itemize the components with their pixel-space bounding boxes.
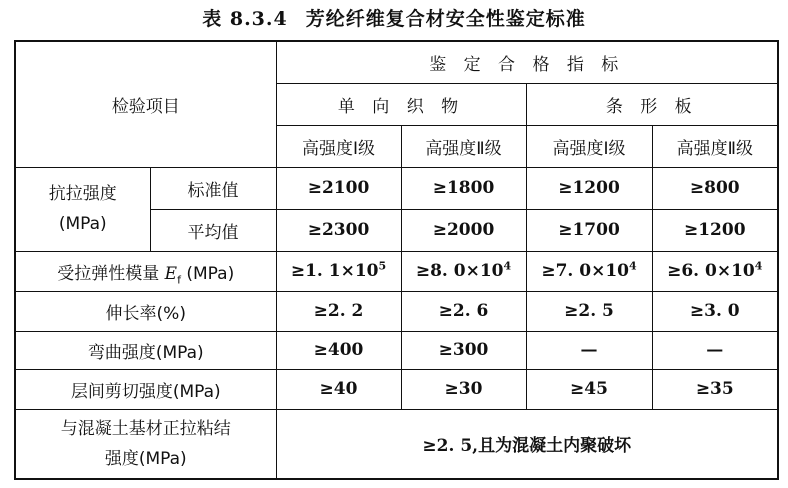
exponent: 4 bbox=[628, 259, 637, 273]
item-header-label: 检验项目 bbox=[111, 96, 180, 117]
value: ≥2. 6 bbox=[438, 301, 489, 321]
value: ≥1200 bbox=[683, 220, 746, 240]
table-title-text: 芳纶纤维复合材安全性鉴定标准 bbox=[305, 8, 586, 30]
table-row-flexural bbox=[15, 331, 778, 369]
value-cell bbox=[401, 291, 526, 331]
tensile-standard-label bbox=[150, 167, 276, 209]
value-cell bbox=[401, 209, 526, 251]
value-cell bbox=[526, 369, 652, 409]
value: ≥2. 5 bbox=[564, 301, 614, 321]
value: ≥30 bbox=[444, 379, 483, 399]
shear-label-cell bbox=[15, 369, 276, 409]
grade-header bbox=[652, 125, 778, 167]
value: ≥1800 bbox=[432, 178, 495, 198]
tensile-label-line1: 抗拉强度 bbox=[48, 184, 117, 204]
subgroup-label: 条 形 板 bbox=[605, 96, 698, 117]
value-cell bbox=[276, 251, 401, 291]
value-cell bbox=[526, 209, 652, 251]
value-cell bbox=[401, 251, 526, 291]
value: ≥2000 bbox=[432, 220, 495, 240]
subgroup-header-fabric bbox=[276, 83, 526, 125]
value: ≥2300 bbox=[307, 220, 370, 240]
subgroup-header-plate bbox=[526, 83, 778, 125]
row-label: 层间剪切强度(MPa) bbox=[70, 381, 221, 402]
sub-label: 标准值 bbox=[187, 180, 239, 201]
value-cell bbox=[526, 331, 652, 369]
bond-label-line2: 强度(MPa) bbox=[104, 448, 187, 469]
value: ≥400 bbox=[313, 340, 364, 360]
value: ≥1700 bbox=[558, 220, 620, 240]
grade-header bbox=[276, 125, 401, 167]
elongation-label-cell bbox=[15, 291, 276, 331]
spec-table bbox=[14, 40, 779, 480]
value-cell bbox=[401, 331, 526, 369]
bond-value-cell bbox=[276, 409, 778, 479]
value-cell bbox=[276, 369, 401, 409]
value-cell bbox=[526, 251, 652, 291]
table-row-elongation bbox=[15, 291, 778, 331]
value: ≥1200 bbox=[558, 178, 620, 198]
value-cell bbox=[276, 291, 401, 331]
value: ≥2. 2 bbox=[313, 301, 364, 321]
value: ≥1. 1×10 bbox=[290, 261, 379, 281]
value-cell bbox=[652, 369, 778, 409]
grade-header bbox=[401, 125, 526, 167]
grade-label: 高强度Ⅱ级 bbox=[425, 138, 502, 159]
exponent: 4 bbox=[503, 259, 512, 273]
value-cell bbox=[401, 369, 526, 409]
tensile-average-label bbox=[150, 209, 276, 251]
table-row-modulus bbox=[15, 251, 778, 291]
value-cell bbox=[276, 209, 401, 251]
table-row-bond bbox=[15, 409, 778, 479]
tensile-label-line2: (MPa) bbox=[58, 214, 107, 234]
header-row-1 bbox=[15, 41, 778, 83]
value: — bbox=[580, 340, 598, 360]
value: ≥300 bbox=[438, 340, 489, 360]
bond-label-cell bbox=[15, 409, 276, 479]
value-cell bbox=[526, 167, 652, 209]
value-cell bbox=[652, 291, 778, 331]
grade-label: 高强度Ⅱ级 bbox=[676, 138, 753, 159]
flexural-label-cell bbox=[15, 331, 276, 369]
modulus-symbol-sub: f bbox=[177, 272, 181, 286]
tensile-label-cell bbox=[15, 167, 150, 251]
value: ≥45 bbox=[570, 379, 608, 399]
value: ≥2100 bbox=[307, 178, 370, 198]
grade-label: 高强度Ⅰ级 bbox=[301, 138, 375, 159]
exponent: 5 bbox=[378, 259, 387, 273]
grade-header bbox=[526, 125, 652, 167]
value-cell bbox=[276, 331, 401, 369]
value: ≥40 bbox=[319, 379, 358, 399]
row-label: 伸长率(%) bbox=[105, 303, 186, 324]
value: ≥800 bbox=[689, 178, 740, 198]
group-header-label: 鉴 定 合 格 指 标 bbox=[429, 54, 625, 75]
modulus-label-prefix: 受拉弹性模量 bbox=[57, 263, 160, 284]
value-cell bbox=[652, 209, 778, 251]
group-header-cell bbox=[276, 41, 778, 83]
modulus-unit: (MPa) bbox=[186, 263, 235, 284]
modulus-label-cell bbox=[15, 251, 276, 291]
value: ≥3. 0 bbox=[689, 301, 740, 321]
exponent: 4 bbox=[754, 259, 763, 273]
value: ≥2. 5,且为混凝土内聚破坏 bbox=[422, 436, 632, 457]
table-number: 表 8.3.4 bbox=[202, 8, 288, 30]
value-cell bbox=[401, 167, 526, 209]
bond-label-line1: 与混凝土基材正拉粘结 bbox=[60, 418, 231, 439]
value: ≥6. 0×10 bbox=[667, 261, 755, 281]
value: ≥8. 0×10 bbox=[415, 261, 504, 281]
table-row-shear bbox=[15, 369, 778, 409]
modulus-symbol: E bbox=[164, 263, 178, 284]
value-cell bbox=[276, 167, 401, 209]
grade-label: 高强度Ⅰ级 bbox=[552, 138, 626, 159]
item-header-cell bbox=[15, 41, 276, 167]
value: ≥7. 0×10 bbox=[541, 261, 629, 281]
value-cell bbox=[652, 331, 778, 369]
value-cell bbox=[652, 167, 778, 209]
table-row-tensile-standard bbox=[15, 167, 778, 209]
value: — bbox=[706, 340, 724, 360]
value-cell bbox=[526, 291, 652, 331]
table-title bbox=[0, 4, 788, 31]
row-label: 弯曲强度(MPa) bbox=[87, 342, 204, 363]
value: ≥35 bbox=[695, 379, 734, 399]
value-cell bbox=[652, 251, 778, 291]
subgroup-label: 单 向 织 物 bbox=[337, 96, 465, 117]
sub-label: 平均值 bbox=[187, 222, 239, 243]
